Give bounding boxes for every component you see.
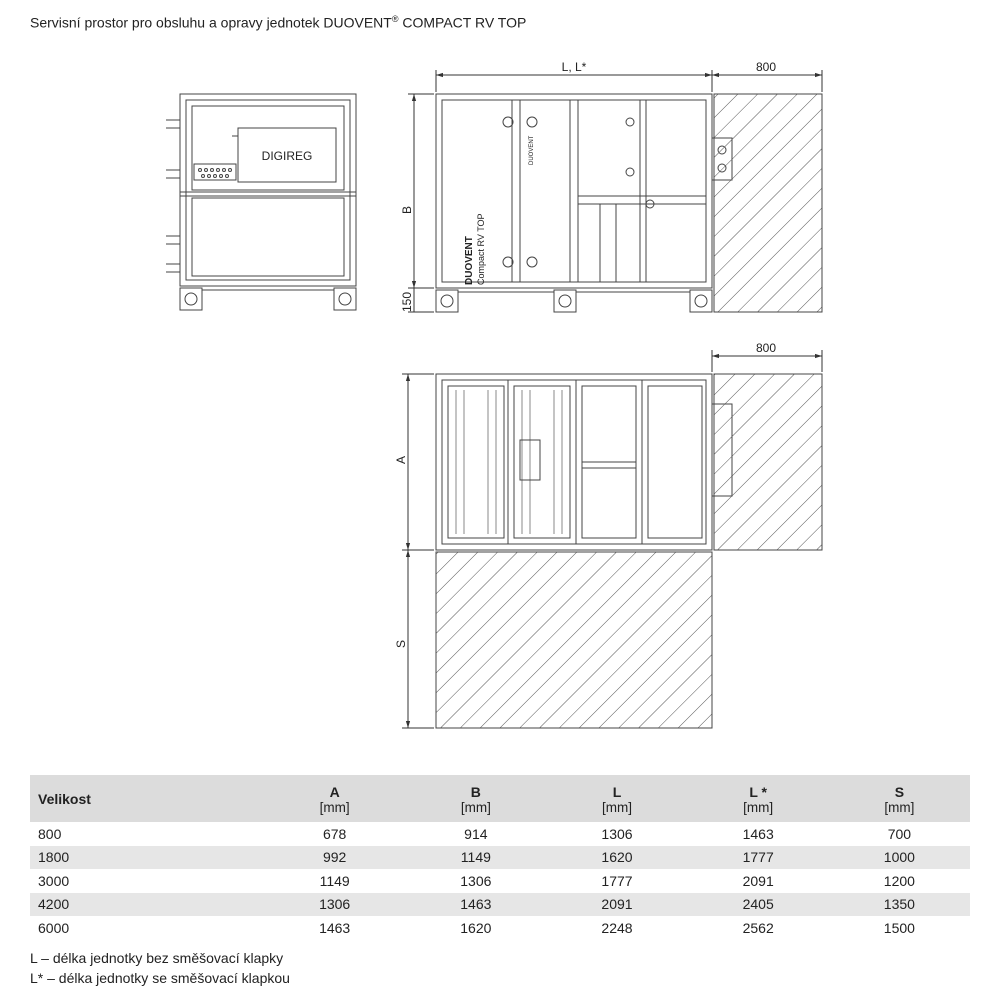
cell-size: 1800: [30, 846, 264, 870]
header-l: L [mm]: [546, 775, 687, 822]
cell-b: 1463: [405, 893, 546, 917]
unit-plate-label: DUOVENT: [529, 135, 535, 165]
cell-size: 800: [38, 825, 62, 842]
dim-line-A-S: [402, 374, 434, 728]
footnotes: [30, 948, 290, 988]
dim-label-L: L, L*: [561, 60, 587, 74]
cell-l: 2248: [601, 919, 633, 936]
dim-label-service-mid: 800: [755, 341, 777, 355]
cell-size: 6000: [38, 919, 70, 936]
footnote-l-star: L* – délka jednotky se směšovací klapkou: [30, 970, 290, 986]
cell-size: 4200: [30, 893, 264, 917]
cell-a: 1306: [264, 893, 405, 917]
cell-s: 1200: [883, 872, 915, 889]
service-area-top: [714, 94, 822, 312]
cell-l-star: 2091: [742, 872, 774, 889]
table-row: [30, 822, 970, 846]
cell-s: 1350: [829, 893, 970, 917]
cell-l: 1306: [601, 825, 633, 842]
footnote-l: L – délka jednotky bez směšovací klapky: [30, 950, 284, 966]
unit-model-label: Compact RV TOP: [476, 213, 486, 285]
cell-size: 3000: [38, 872, 70, 889]
header-velikost: Velikost: [30, 775, 264, 822]
cell-l: 2091: [546, 893, 687, 917]
page-title: Servisní prostor pro obsluhu a opravy jednotek DUOVENT® COMPACT RV TOP: [30, 14, 527, 31]
dim-label-B: B: [400, 205, 414, 214]
cell-a: 678: [322, 825, 347, 842]
cell-l-star: 1463: [742, 825, 774, 842]
cell-a: 992: [264, 846, 405, 870]
service-area-bottom: [436, 552, 712, 728]
cell-b: 1620: [460, 919, 492, 936]
cell-a: 1463: [319, 919, 351, 936]
front-view: [166, 94, 356, 310]
dimensions-table: [30, 775, 970, 940]
dim-label-S: S: [394, 639, 408, 648]
header-l-star: L * [mm]: [688, 775, 829, 822]
header-a: A [mm]: [264, 775, 405, 822]
cell-l: 1620: [546, 846, 687, 870]
cell-b: 1306: [460, 872, 492, 889]
table-row: [30, 846, 970, 870]
service-area-side: [714, 374, 822, 550]
cell-s: 1000: [829, 846, 970, 870]
cell-l: 1777: [601, 872, 633, 889]
unit-brand-label: DUOVENT: [464, 236, 475, 285]
cell-b: 914: [464, 825, 488, 842]
dim-label-service-top: 800: [755, 60, 777, 74]
digireg-label: DIGIREG: [261, 149, 313, 163]
header-s: S [mm]: [829, 775, 970, 822]
table-header-row: [30, 775, 970, 822]
dim-line-B: [408, 94, 434, 312]
cell-b: 1149: [405, 846, 546, 870]
header-b: B [mm]: [405, 775, 546, 822]
table-row: [30, 893, 970, 917]
dim-label-150: 150: [400, 291, 414, 312]
dim-label-A: A: [394, 455, 408, 464]
table-row: [30, 869, 970, 893]
cell-s: 700: [887, 825, 912, 842]
cell-l-star: 1777: [688, 846, 829, 870]
table-row: [30, 916, 970, 940]
top-view: [436, 374, 732, 550]
cell-a: 1149: [319, 872, 350, 889]
cell-l-star: 2562: [742, 919, 774, 936]
cell-l-star: 2405: [688, 893, 829, 917]
cell-s: 1500: [883, 919, 915, 936]
